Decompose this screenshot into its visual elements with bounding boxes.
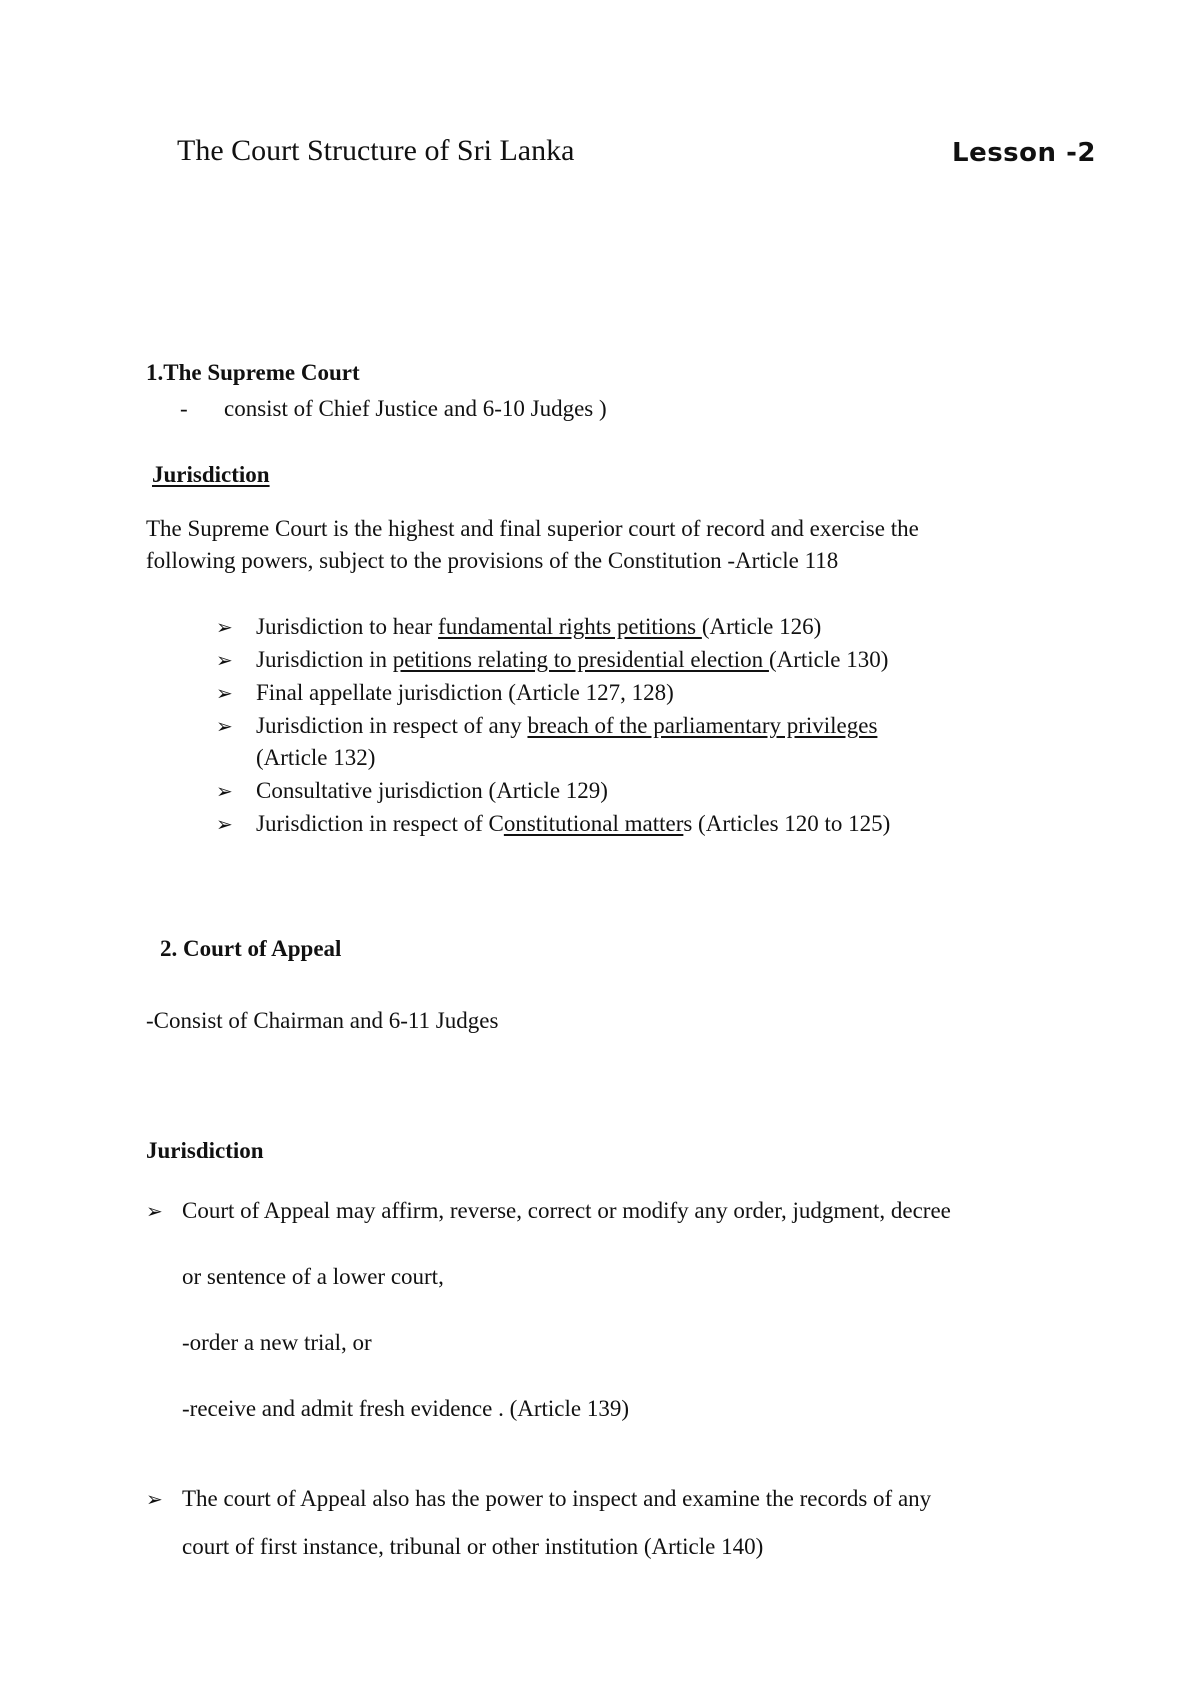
bullet-continuation: (Article 132) — [256, 745, 376, 770]
appeal-line: -receive and admit fresh evidence . (Article 139) — [182, 1396, 630, 1421]
appeal-bullet-item: ➢ The court of Appeal also has the power to inspect and examine the records of any — [146, 1486, 932, 1511]
arrowhead-bullet-icon: ➢ — [216, 714, 233, 738]
bullet-item: ➢ Jurisdiction in respect of any breach of the parliamentary privileges — [216, 713, 878, 738]
arrowhead-bullet-icon: ➢ — [216, 812, 233, 836]
appeal-line: -order a new trial, or — [182, 1330, 372, 1355]
bullet-item: ➢ Jurisdiction to hear fundamental rights petitions (Article 126) — [216, 614, 822, 639]
section-heading-court-of-appeal: 2. Court of Appeal — [160, 936, 342, 961]
appeal-line: court of first instance, tribunal or other institution (Article 140) — [182, 1534, 764, 1559]
appeal-line: or sentence of a lower court, — [182, 1264, 444, 1289]
section-heading-supreme-court: 1.The Supreme Court — [146, 360, 360, 385]
intro-line-1: The Supreme Court is the highest and final superior court of record and exercise the — [146, 516, 919, 541]
bullet-item: ➢ Jurisdiction in petitions relating to presidential election (Article 130) — [216, 647, 889, 672]
court-of-appeal-composition: -Consist of Chairman and 6-11 Judges — [146, 1008, 499, 1033]
bullet-item: ➢ Jurisdiction in respect of Constitutional matters (Articles 120 to 125) — [216, 811, 891, 836]
intro-line-2: following powers, subject to the provisions of the Constitution -Article 118 — [146, 548, 839, 573]
jurisdiction-heading-1: Jurisdiction — [152, 462, 270, 487]
jurisdiction-heading-2: Jurisdiction — [146, 1138, 264, 1163]
appeal-bullet-item: ➢ Court of Appeal may affirm, reverse, correct or modify any order, judgment, decree — [146, 1198, 951, 1223]
arrowhead-bullet-icon: ➢ — [146, 1199, 163, 1223]
dash-marker: - — [180, 396, 188, 421]
arrowhead-bullet-icon: ➢ — [216, 681, 233, 705]
bullet-item: ➢ Consultative jurisdiction (Article 129) — [216, 778, 608, 803]
arrowhead-bullet-icon: ➢ — [146, 1487, 163, 1511]
composition-text: consist of Chief Justice and 6-10 Judges ) — [224, 396, 607, 421]
arrowhead-bullet-icon: ➢ — [216, 648, 233, 672]
bullet-item: ➢ Final appellate jurisdiction (Article 127, 128) — [216, 680, 674, 705]
lesson-label: Lesson -2 — [952, 138, 1096, 168]
arrowhead-bullet-icon: ➢ — [216, 779, 233, 803]
supreme-court-composition — [180, 396, 607, 422]
arrowhead-bullet-icon: ➢ — [216, 615, 233, 639]
document-title: The Court Structure of Sri Lanka — [177, 134, 575, 167]
